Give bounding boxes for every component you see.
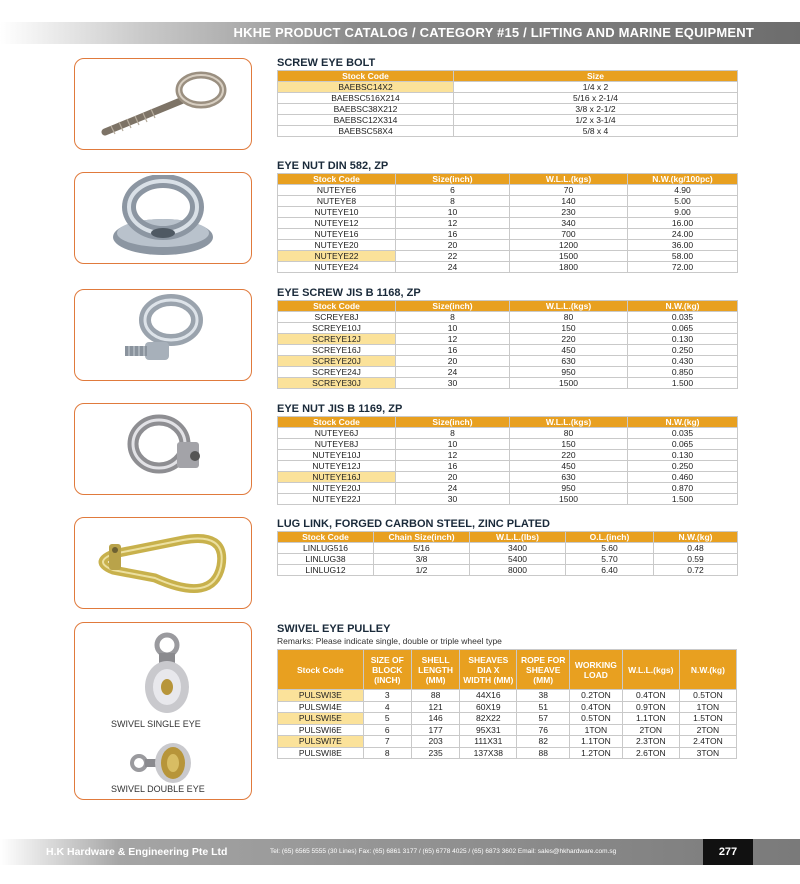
table-cell: 0.250 (628, 345, 738, 356)
stock-code-cell: BAEBSC12X314 (278, 115, 454, 126)
table-cell: 24 (396, 262, 510, 273)
stock-code-cell: PULSWI3E (278, 690, 364, 702)
table-row (278, 185, 738, 196)
table-cell: 150 (510, 439, 628, 450)
column-header: Stock Code (278, 301, 396, 312)
stock-code-cell: PULSWI7E (278, 736, 364, 748)
table-cell: 1500 (510, 378, 628, 389)
table-cell: 150 (510, 323, 628, 334)
lug-link-image (74, 517, 252, 609)
column-header: Stock Code (278, 532, 374, 543)
table-cell: 0.72 (654, 565, 738, 576)
table-cell: 1.1TON (570, 736, 623, 748)
product-table (277, 300, 738, 389)
table-cell: 177 (411, 724, 459, 736)
table-row (278, 207, 738, 218)
column-header: N.W.(kg) (628, 417, 738, 428)
column-header: O.L.(inch) (566, 532, 654, 543)
stock-code-cell: NUTEYE22J (278, 494, 396, 505)
table-cell: 80 (510, 428, 628, 439)
column-header: W.L.L.(kgs) (510, 417, 628, 428)
swivel-double-eye-label: SWIVEL DOUBLE EYE (111, 784, 205, 794)
table-cell: 450 (510, 461, 628, 472)
product-table (277, 649, 737, 759)
table-cell: 1200 (510, 240, 628, 251)
stock-code-cell: NUTEYE16J (278, 472, 396, 483)
table-row (278, 450, 738, 461)
table-cell: 0.59 (654, 554, 738, 565)
table-cell: 1800 (510, 262, 628, 273)
table-cell: 450 (510, 345, 628, 356)
stock-code-cell: LINLUG38 (278, 554, 374, 565)
table-cell: 630 (510, 356, 628, 367)
table-cell: 630 (510, 472, 628, 483)
table-row (278, 747, 737, 759)
table-cell: 72.00 (628, 262, 738, 273)
table-cell: 1.500 (628, 378, 738, 389)
column-header: N.W.(kg/100pc) (628, 174, 738, 185)
column-header: Stock Code (278, 417, 396, 428)
table-cell: 16 (396, 461, 510, 472)
table-row (278, 378, 738, 389)
table-cell: 24 (396, 367, 510, 378)
table-cell: 0.4TON (622, 690, 679, 702)
table-cell: 146 (411, 713, 459, 725)
table-row (278, 367, 738, 378)
table-row (278, 356, 738, 367)
table-cell: 0.48 (654, 543, 738, 554)
table-cell: 16.00 (628, 218, 738, 229)
table-cell: 2TON (622, 724, 679, 736)
column-header: Size(inch) (396, 417, 510, 428)
product-table (277, 416, 738, 505)
table-cell: 0.065 (628, 439, 738, 450)
stock-code-cell: NUTEYE12 (278, 218, 396, 229)
table-cell: 12 (396, 450, 510, 461)
table-cell: 0.870 (628, 483, 738, 494)
stock-code-cell: NUTEYE8J (278, 439, 396, 450)
table-cell: 6.40 (566, 565, 654, 576)
table-cell: 0.850 (628, 367, 738, 378)
stock-code-cell: NUTEYE8 (278, 196, 396, 207)
table-cell: 0.130 (628, 450, 738, 461)
table-cell: 16 (396, 345, 510, 356)
table-row (278, 565, 738, 576)
table-cell: 0.5TON (570, 713, 623, 725)
table-cell: 1.5TON (679, 713, 736, 725)
eye-nut-din-image (74, 172, 252, 264)
table-row (278, 554, 738, 565)
table-cell: 5.60 (566, 543, 654, 554)
table-row (278, 115, 738, 126)
table-cell: 111X31 (460, 736, 517, 748)
table-cell: 38 (517, 690, 570, 702)
table-cell: 0.5TON (679, 690, 736, 702)
table-row (278, 229, 738, 240)
table-row (278, 323, 738, 334)
stock-code-cell: PULSWI5E (278, 713, 364, 725)
column-header: ROPE FOR SHEAVE (MM) (517, 650, 570, 690)
swivel-single-eye-label: SWIVEL SINGLE EYE (111, 719, 201, 729)
table-row (278, 472, 738, 483)
stock-code-cell: NUTEYE20 (278, 240, 396, 251)
table-cell: 1/4 x 2 (454, 82, 738, 93)
table-cell: 1/2 (374, 565, 470, 576)
table-cell: 24.00 (628, 229, 738, 240)
column-header: Stock Code (278, 174, 396, 185)
section-eye-screw-jis (277, 286, 737, 389)
section-lug-link (277, 517, 737, 576)
section-title: SWIVEL EYE PULLEY (277, 623, 391, 635)
stock-code-cell: NUTEYE6 (278, 185, 396, 196)
section-title: LUG LINK, FORGED CARBON STEEL, ZINC PLATED (277, 518, 550, 530)
section-eye-nut-din (277, 159, 737, 273)
table-cell: 51 (517, 701, 570, 713)
table-row (278, 218, 738, 229)
stock-code-cell: NUTEYE6J (278, 428, 396, 439)
table-row (278, 196, 738, 207)
table-cell: 8 (396, 312, 510, 323)
table-cell: 8 (396, 428, 510, 439)
table-cell: 235 (411, 747, 459, 759)
eye-screw-jis-image (74, 289, 252, 381)
catalog-footer (0, 839, 800, 865)
table-row (278, 483, 738, 494)
table-cell: 4 (363, 701, 411, 713)
table-cell: 1.500 (628, 494, 738, 505)
column-header: Stock Code (278, 650, 364, 690)
column-header: W.L.L.(kgs) (622, 650, 679, 690)
table-cell: 82 (517, 736, 570, 748)
eye-nut-jis-image (74, 403, 252, 495)
table-cell: 5.00 (628, 196, 738, 207)
catalog-header-bar (0, 22, 800, 44)
table-cell: 700 (510, 229, 628, 240)
table-cell: 0.2TON (570, 690, 623, 702)
table-cell: 2.6TON (622, 747, 679, 759)
table-cell: 1TON (570, 724, 623, 736)
table-cell: 5/16 x 2-1/4 (454, 93, 738, 104)
table-cell: 2TON (679, 724, 736, 736)
table-row (278, 713, 737, 725)
column-header: SHELL LENGTH (MM) (411, 650, 459, 690)
stock-code-cell: PULSWI4E (278, 701, 364, 713)
stock-code-cell: SCREYE8J (278, 312, 396, 323)
column-header: N.W.(kg) (628, 301, 738, 312)
table-cell: 12 (396, 334, 510, 345)
table-row (278, 82, 738, 93)
table-cell: 3 (363, 690, 411, 702)
column-header: WORKING LOAD (570, 650, 623, 690)
table-cell: 230 (510, 207, 628, 218)
page-number: 277 (703, 839, 753, 865)
table-cell: 3/8 (374, 554, 470, 565)
table-row (278, 312, 738, 323)
table-cell: 12 (396, 218, 510, 229)
column-header: SIZE OF BLOCK (INCH) (363, 650, 411, 690)
table-cell: 3TON (679, 747, 736, 759)
table-cell: 20 (396, 356, 510, 367)
stock-code-cell: SCREYE20J (278, 356, 396, 367)
table-cell: 3400 (470, 543, 566, 554)
table-cell: 1TON (679, 701, 736, 713)
table-row (278, 334, 738, 345)
stock-code-cell: NUTEYE24 (278, 262, 396, 273)
table-row (278, 126, 738, 137)
stock-code-cell: BAEBSC14X2 (278, 82, 454, 93)
table-cell: 30 (396, 494, 510, 505)
catalog-header-title: HKHE PRODUCT CATALOG / CATEGORY #15 / LIFTING AND MARINE EQUIPMENT (233, 25, 754, 40)
section-screw-eye-bolt (277, 56, 737, 137)
table-cell: 80 (510, 312, 628, 323)
stock-code-cell: NUTEYE12J (278, 461, 396, 472)
table-cell: 203 (411, 736, 459, 748)
table-row (278, 428, 738, 439)
table-cell: 1.1TON (622, 713, 679, 725)
column-header: Chain Size(inch) (374, 532, 470, 543)
product-table (277, 531, 738, 576)
screw-eye-bolt-image (74, 58, 252, 150)
column-header: Size(inch) (396, 301, 510, 312)
table-cell: 0.9TON (622, 701, 679, 713)
stock-code-cell: NUTEYE10 (278, 207, 396, 218)
table-cell: 9.00 (628, 207, 738, 218)
table-row (278, 724, 737, 736)
table-row (278, 251, 738, 262)
column-header: W.L.L.(kgs) (510, 301, 628, 312)
table-row (278, 439, 738, 450)
table-cell: 30 (396, 378, 510, 389)
footer-company-name: H.K Hardware & Engineering Pte Ltd (46, 846, 228, 858)
table-cell: 0.035 (628, 312, 738, 323)
table-cell: 0.430 (628, 356, 738, 367)
stock-code-cell: NUTEYE22 (278, 251, 396, 262)
table-cell: 2.3TON (622, 736, 679, 748)
table-cell: 36.00 (628, 240, 738, 251)
table-row (278, 736, 737, 748)
column-header: SHEAVES DIA X WIDTH (MM) (460, 650, 517, 690)
table-cell: 10 (396, 207, 510, 218)
footer-contact-info: Tel: (65) 6565 5555 (30 Lines) Fax: (65) 6861 3177 / (65) 6778 4025 / (65) 6873 3602 Email: sales@hkhardware.com.sg (270, 848, 617, 855)
table-row (278, 701, 737, 713)
table-cell: 140 (510, 196, 628, 207)
section-title: EYE NUT DIN 582, ZP (277, 160, 389, 172)
section-title: SCREW EYE BOLT (277, 57, 376, 69)
table-cell: 10 (396, 439, 510, 450)
table-cell: 0.035 (628, 428, 738, 439)
stock-code-cell: PULSWI8E (278, 747, 364, 759)
table-cell: 7 (363, 736, 411, 748)
column-header: N.W.(kg) (679, 650, 736, 690)
table-cell: 1500 (510, 251, 628, 262)
section-title: EYE NUT JIS B 1169, ZP (277, 403, 403, 415)
table-cell: 8 (363, 747, 411, 759)
table-cell: 5400 (470, 554, 566, 565)
table-cell: 4.90 (628, 185, 738, 196)
table-cell: 6 (396, 185, 510, 196)
table-row (278, 690, 737, 702)
product-table (277, 173, 738, 273)
stock-code-cell: BAEBSC38X212 (278, 104, 454, 115)
table-cell: 220 (510, 334, 628, 345)
table-cell: 88 (517, 747, 570, 759)
section-remark: Remarks: Please indicate single, double or triple wheel type (277, 636, 502, 646)
table-cell: 3/8 x 2-1/2 (454, 104, 738, 115)
stock-code-cell: NUTEYE20J (278, 483, 396, 494)
table-cell: 1/2 x 3-1/4 (454, 115, 738, 126)
table-cell: 2.4TON (679, 736, 736, 748)
table-cell: 0.460 (628, 472, 738, 483)
table-cell: 22 (396, 251, 510, 262)
stock-code-cell: BAEBSC58X4 (278, 126, 454, 137)
table-cell: 95X31 (460, 724, 517, 736)
table-row (278, 461, 738, 472)
table-cell: 5/16 (374, 543, 470, 554)
stock-code-cell: LINLUG516 (278, 543, 374, 554)
column-header: Size (454, 71, 738, 82)
table-cell: 8 (396, 196, 510, 207)
stock-code-cell: SCREYE12J (278, 334, 396, 345)
table-cell: 0.250 (628, 461, 738, 472)
section-title: EYE SCREW JIS B 1168, ZP (277, 287, 421, 299)
table-cell: 5 (363, 713, 411, 725)
table-cell: 340 (510, 218, 628, 229)
table-cell: 44X16 (460, 690, 517, 702)
stock-code-cell: SCREYE16J (278, 345, 396, 356)
swivel-pulley-image-box (74, 622, 252, 800)
table-cell: 10 (396, 323, 510, 334)
column-header: Size(inch) (396, 174, 510, 185)
table-cell: 950 (510, 483, 628, 494)
table-cell: 20 (396, 472, 510, 483)
stock-code-cell: SCREYE10J (278, 323, 396, 334)
table-row (278, 240, 738, 251)
table-cell: 16 (396, 229, 510, 240)
table-cell: 57 (517, 713, 570, 725)
table-cell: 1500 (510, 494, 628, 505)
table-cell: 0.065 (628, 323, 738, 334)
table-cell: 20 (396, 240, 510, 251)
table-row (278, 494, 738, 505)
table-cell: 1.2TON (570, 747, 623, 759)
product-table (277, 70, 738, 137)
stock-code-cell: LINLUG12 (278, 565, 374, 576)
table-cell: 82X22 (460, 713, 517, 725)
table-cell: 8000 (470, 565, 566, 576)
table-cell: 137X38 (460, 747, 517, 759)
stock-code-cell: NUTEYE10J (278, 450, 396, 461)
table-cell: 220 (510, 450, 628, 461)
section-swivel-eye-pulley (277, 622, 737, 759)
table-cell: 76 (517, 724, 570, 736)
column-header: W.L.L.(kgs) (510, 174, 628, 185)
stock-code-cell: SCREYE30J (278, 378, 396, 389)
table-cell: 0.4TON (570, 701, 623, 713)
table-row (278, 93, 738, 104)
table-cell: 60X19 (460, 701, 517, 713)
table-cell: 950 (510, 367, 628, 378)
table-row (278, 543, 738, 554)
table-cell: 24 (396, 483, 510, 494)
table-cell: 6 (363, 724, 411, 736)
table-row (278, 104, 738, 115)
stock-code-cell: PULSWI6E (278, 724, 364, 736)
swivel-pulley-image (75, 623, 252, 800)
column-header: Stock Code (278, 71, 454, 82)
column-header: N.W.(kg) (654, 532, 738, 543)
table-cell: 5.70 (566, 554, 654, 565)
column-header: W.L.L.(lbs) (470, 532, 566, 543)
table-cell: 0.130 (628, 334, 738, 345)
stock-code-cell: BAEBSC516X214 (278, 93, 454, 104)
table-cell: 70 (510, 185, 628, 196)
stock-code-cell: SCREYE24J (278, 367, 396, 378)
table-cell: 121 (411, 701, 459, 713)
table-cell: 5/8 x 4 (454, 126, 738, 137)
table-cell: 58.00 (628, 251, 738, 262)
section-eye-nut-jis (277, 402, 737, 505)
stock-code-cell: NUTEYE16 (278, 229, 396, 240)
table-row (278, 345, 738, 356)
table-row (278, 262, 738, 273)
table-cell: 88 (411, 690, 459, 702)
